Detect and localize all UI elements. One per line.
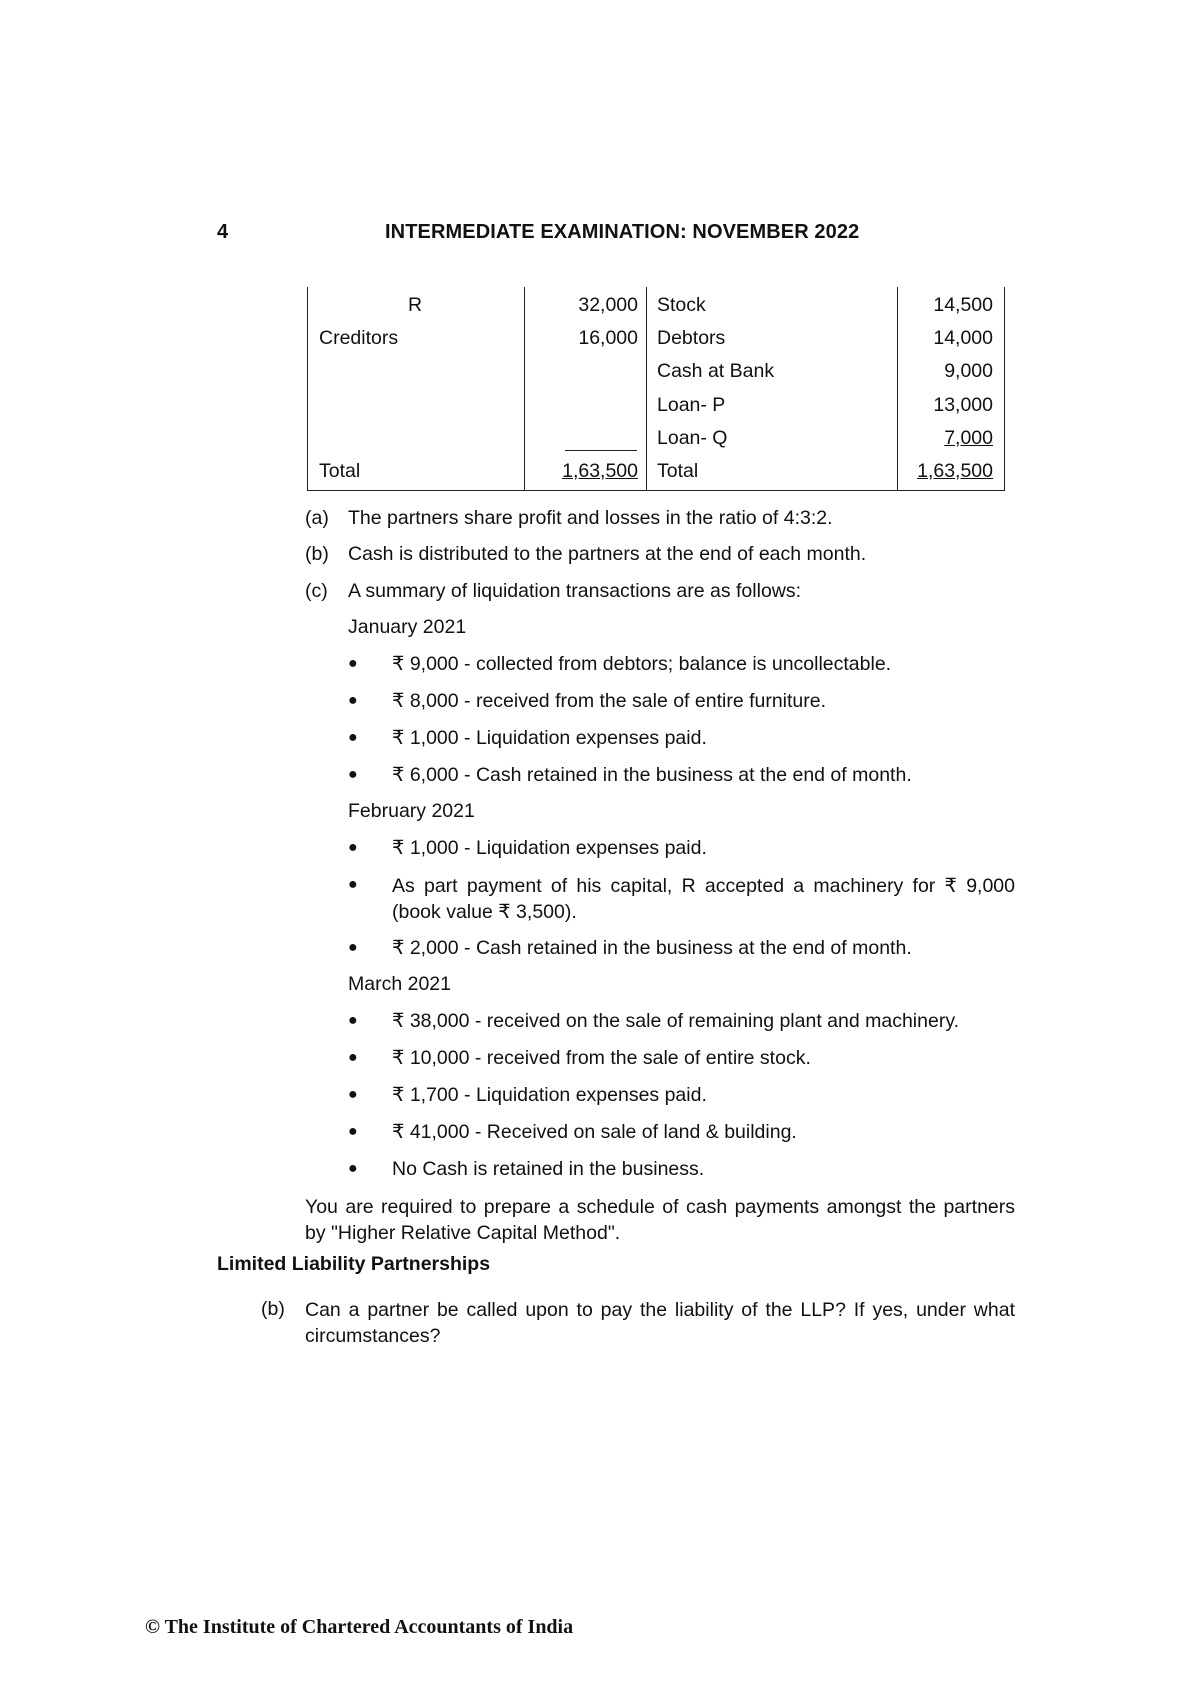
liability-name: Creditors [319,327,399,349]
list-item: No Cash is retained in the business. [392,1158,705,1180]
month-title: January 2021 [348,616,467,638]
bullet-icon: ● [348,766,358,783]
asset-name: Loan- P [657,394,726,416]
bullet-icon: ● [348,1049,358,1066]
list-item: ₹ 38,000 - received on the sale of remaining plant and machinery. [392,1010,960,1032]
asset-total: 1,63,500 [917,460,993,482]
item-label: (b) [305,543,329,565]
total-label: Total [657,460,699,482]
item-label: (c) [305,580,328,602]
asset-name: Loan- Q [657,427,728,449]
asset-name: Stock [657,294,706,316]
asset-amount: 9,000 [944,360,993,382]
section-heading: Limited Liability Partnerships [217,1253,491,1275]
copyright-footer: © The Institute of Chartered Accountants of India [145,1616,574,1638]
month-title: February 2021 [348,800,475,822]
page-number: 4 [217,221,229,243]
list-item: ₹ 8,000 - received from the sale of entire furniture. [392,690,827,712]
liability-amount: 32,000 [578,294,638,316]
bullet-icon: ● [348,876,358,893]
total-label: Total [319,460,361,482]
bullet-icon: ● [348,839,358,856]
item-label: (a) [305,507,329,529]
list-item: ₹ 1,000 - Liquidation expenses paid. [392,837,707,859]
list-item: As part payment of his capital, R accepted a machinery for ₹ 9,000 (book value ₹ 3,500). [392,875,1015,923]
liability-total: 1,63,500 [562,460,638,482]
bullet-icon: ● [348,939,358,956]
requirement-text: You are required to prepare a schedule of cash payments amongst the partners by "Higher Relative Capital Method". [305,1196,1015,1244]
column-divider [646,287,647,490]
list-item: ₹ 6,000 - Cash retained in the business at the end of month. [392,764,912,786]
liability-name: R [408,294,423,316]
bullet-icon: ● [348,692,358,709]
subtotal-rule [565,450,637,451]
month-title: March 2021 [348,973,451,995]
bullet-icon: ● [348,1160,358,1177]
list-item: ₹ 9,000 - collected from debtors; balance is uncollectable. [392,653,892,675]
list-item: ₹ 10,000 - received from the sale of entire stock. [392,1047,811,1069]
item-text: The partners share profit and losses in the ratio of 4:3:2. [348,507,833,529]
balance-sheet-table [307,287,1005,491]
liability-amount: 16,000 [578,327,638,349]
asset-amount: 14,500 [933,294,993,316]
list-item: ₹ 1,000 - Liquidation expenses paid. [392,727,707,749]
question-label: (b) [261,1298,285,1320]
item-text: A summary of liquidation transactions are as follows: [348,580,802,602]
bullet-icon: ● [348,1086,358,1103]
list-item: ₹ 41,000 - Received on sale of land & building. [392,1121,797,1143]
bullet-icon: ● [348,1012,358,1029]
asset-name: Debtors [657,327,726,349]
asset-amount: 14,000 [933,327,993,349]
bullet-icon: ● [348,655,358,672]
list-item: ₹ 2,000 - Cash retained in the business at the end of month. [392,937,912,959]
asset-amount: 7,000 [944,427,993,449]
question-text: Can a partner be called upon to pay the liability of the LLP? If yes, under what circumstances? [305,1299,1015,1347]
page-title: INTERMEDIATE EXAMINATION: NOVEMBER 2022 [385,221,860,243]
asset-amount: 13,000 [933,394,993,416]
bullet-icon: ● [348,729,358,746]
bullet-icon: ● [348,1123,358,1140]
item-text: Cash is distributed to the partners at the end of each month. [348,543,867,565]
asset-name: Cash at Bank [657,360,775,382]
list-item: ₹ 1,700 - Liquidation expenses paid. [392,1084,707,1106]
